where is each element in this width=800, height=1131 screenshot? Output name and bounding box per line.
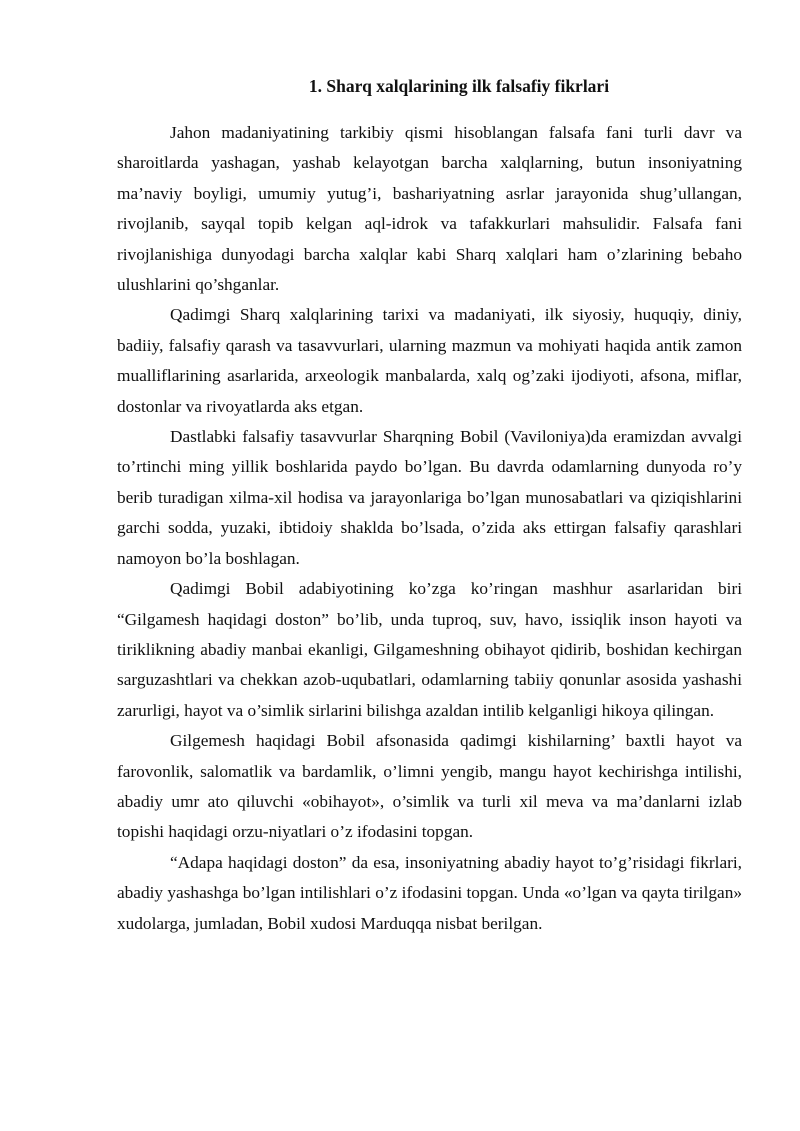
paragraph: Dastlabki falsafiy tasavvurlar Sharqning Bobil (Vaviloniya)da eramizdan avvalgi to’rtinchi ming yillik boshlarida paydo bo’lgan. Bu davrda odamlarning dunyoda ro’y berib turadigan xilma-xil hodisa va jarayonlariga bo’lgan munosabatlari va qiziqishlarini garchi sodda, yuzaki, ibtidoiy shaklda bo’lsada, o’zida aks ettirgan falsafiy qarashlari namoyon bo’la boshlagan.	[117, 427, 742, 568]
paragraph: Gilgemesh haqidagi Bobil afsonasida qadimgi kishilarning’ baxtli hayot va farovonlik, salomatlik va bardamlik, o’limni yengib, mangu hayot kechirishga intilishi, abadiy umr ato qiluvchi «obihayot», o’simlik va turli xil meva va ma’danlarni izlab topishi haqidagi orzu-niyatlari o’z ifodasini topgan.	[117, 731, 742, 842]
document-title: 1. Sharq xalqlarining ilk falsafiy fikrlari	[308, 76, 610, 96]
paragraph: Jahon madaniyatining tarkibiy qismi hisoblangan falsafa fani turli davr va sharoitlarda yashagan, yashab kelayotgan barcha xalqlarning, butun insoniyatning ma’naviy boyligi, umumiy yutug’i, bashariyatning asrlar jarayonida shug’ullangan, rivojlanib, sayqal topib kelgan aql-idrok va tafakkurlari mahsulidir. Falsafa fani rivojlanishiga dunyodagi barcha xalqlar kabi Sharq xalqlari ham o’zlarining bebaho ulushlarini qo’shganlar.	[117, 123, 742, 295]
paragraph: Qadimgi Sharq xalqlarining tarixi va madaniyati, ilk siyosiy, huquqiy, diniy, badiiy, falsafiy qarash va tasavvurlari, ularning mazmun va mohiyati haqida antik zamon mualliflarining asarlarida, arxeologik manbalarda, xalq og’zaki ijodiyoti, afsona, miflar, dostonlar va rivoyatlarda aks etgan.	[117, 305, 742, 416]
document-body	[117, 118, 742, 939]
paragraph: “Adapa haqidagi doston” da esa, insoniyatning abadiy hayot to’g’risidagi fikrlari, abadiy yashashga bo’lgan intilishlari o’z ifodasini topgan. Unda «o’lgan va qayta tirilgan» xudolarga, jumladan, Bobil xudosi Marduqqa nisbat berilgan.	[117, 852, 742, 933]
paragraph: Qadimgi Bobil adabiyotining ko’zga ko’ringan mashhur asarlaridan biri “Gilgamesh haqidagi doston” bo’lib, unda tuproq, suv, havo, issiqlik inson hayoti va tiriklikning abadiy manbai ekanligi, Gilgameshning obihayot qidirib, boshidan kechirgan sarguzashtlari va chekkan azob-uqubatlari, odamlarning tabiiy qonunlar asosida yashashi zarurligi, hayot va o’simlik sirlarini bilishga azaldan intilib kelganligi hikoya qilingan.	[117, 579, 742, 720]
